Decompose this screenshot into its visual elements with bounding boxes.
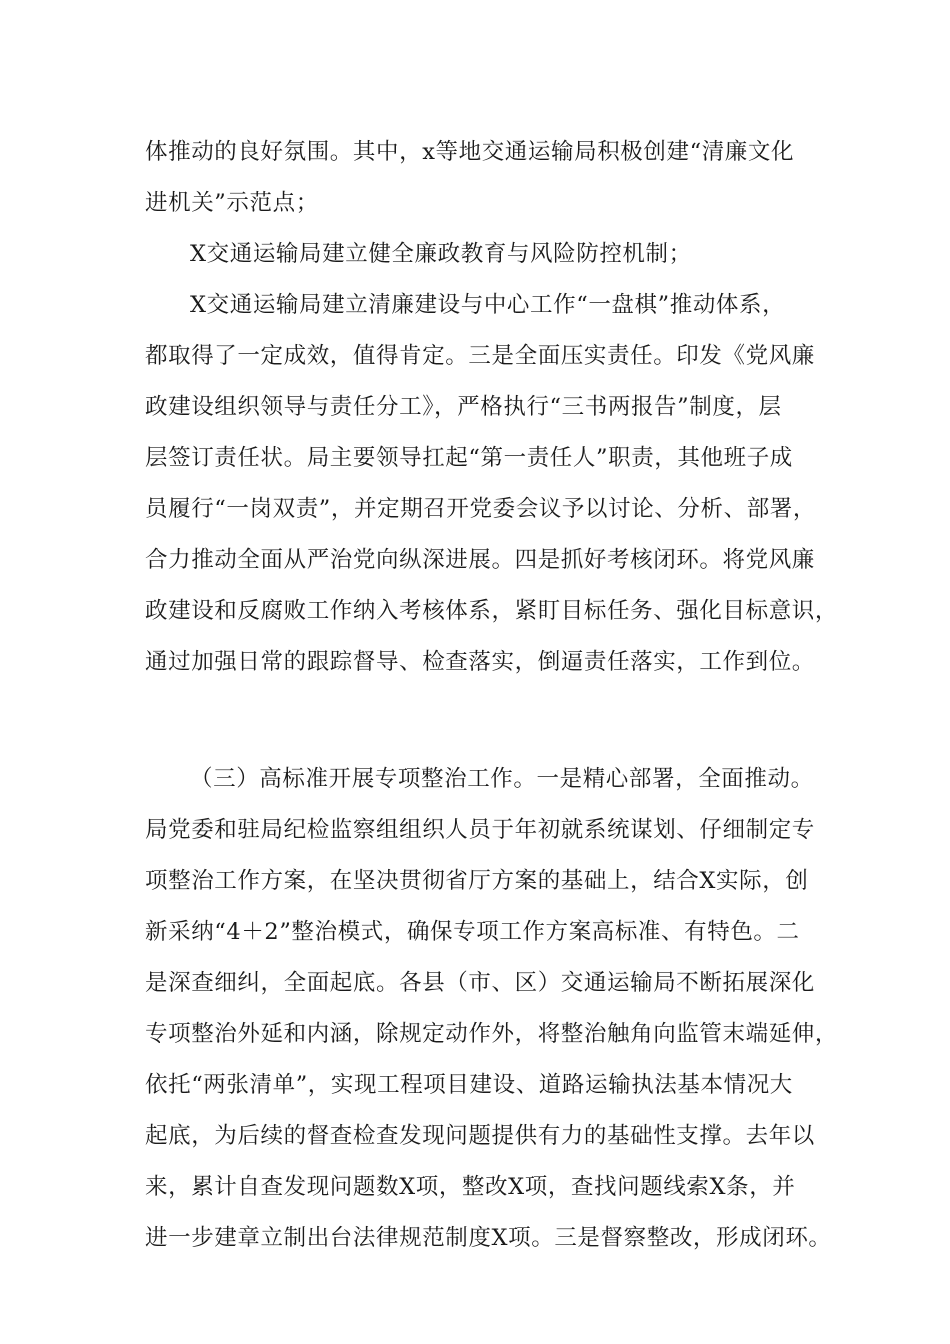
text-line: X交通运输局建立清廉建设与中心工作“一盘棋”推动体系， [190,292,786,318]
text-line: 通过加强日常的跟踪督导、检查落实，倒逼责任落实，工作到位。 [145,649,815,675]
text-line: 是深查细纠，全面起底。各县（市、区）交通运输局不断拓展深化 [145,970,815,996]
text-line: 进一步建章立制出台法律规范制度X项。三是督察整改，形成闭环。 [145,1225,832,1251]
text-line: 政建设组织领导与责任分工》，严格执行“三书两报告”制度，层 [145,394,782,420]
text-line: X交通运输局建立健全廉政教育与风险防控机制； [190,241,692,267]
text-line: 都取得了一定成效，值得肯定。三是全面压实责任。印发《党风廉 [145,343,815,369]
text-line: 项整治工作方案，在坚决贯彻省厅方案的基础上，结合X实际，创 [145,868,809,894]
text-line: 政建设和反腐败工作纳入考核体系，紧盯目标任务、强化目标意识， [145,598,839,624]
text-line: 起底，为后续的督查检查发现问题提供有力的基础性支撑。去年以 [145,1123,815,1149]
text-line: 体推动的良好氛围。其中，x等地交通运输局积极创建“清廉文化 [145,139,795,165]
text-line: 专项整治外延和内涵，除规定动作外，将整治触角向监管末端延伸， [145,1021,839,1047]
text-line: 员履行“一岗双责”，并定期召开党委会议予以讨论、分析、部署， [145,496,817,522]
text-line: 依托“两张清单”，实现工程项目建设、道路运输执法基本情况大 [145,1072,793,1098]
text-line: 合力推动全面从严治党向纵深进展。四是抓好考核闭环。将党风廉 [145,547,815,573]
section-heading-line: （三）高标准开展专项整治工作。一是精心部署，全面推动。 [190,766,814,792]
text-line: 来，累计自查发现问题数X项，整改X项，查找问题线索X条，并 [145,1174,796,1200]
text-line: 局党委和驻局纪检监察组组织人员于年初就系统谋划、仔细制定专 [145,817,815,843]
text-line: 进机关”示范点； [145,190,319,216]
text-line: 新采纳“4＋2”整治模式，确保专项工作方案高标准、有特色。二 [145,919,800,945]
text-line: 层签订责任状。局主要领导扛起“第一责任人”职责，其他班子成 [145,445,793,471]
